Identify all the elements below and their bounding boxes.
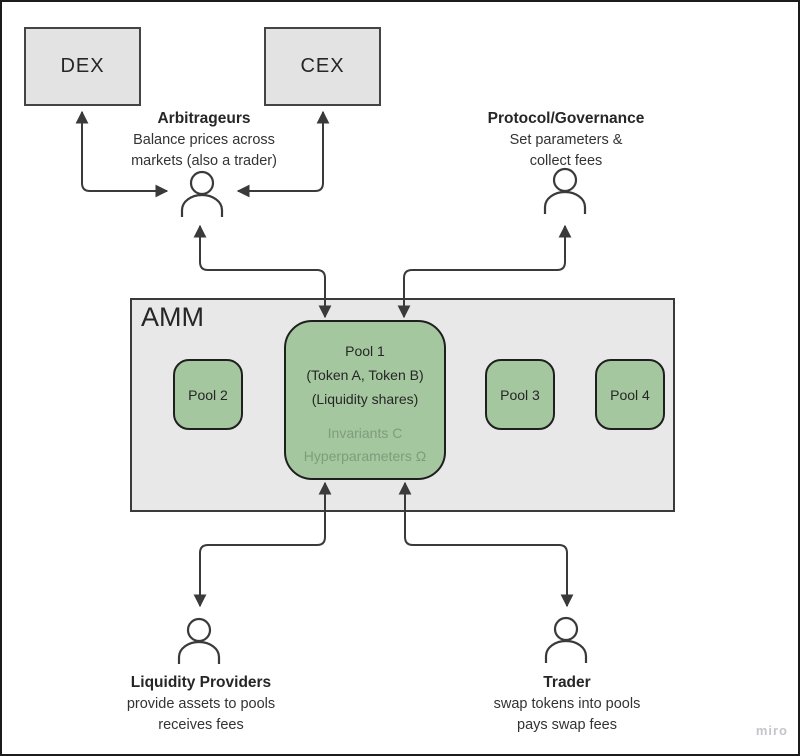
pool1-title: Pool 1 bbox=[345, 343, 385, 359]
trader-desc-line2: pays swap fees bbox=[517, 717, 617, 733]
pool1-tokens: (Token A, Token B) bbox=[306, 367, 424, 383]
pool2-box[interactable] bbox=[173, 359, 243, 430]
pool2-label: Pool 2 bbox=[188, 386, 228, 403]
pool1-box[interactable] bbox=[284, 320, 446, 480]
arbitrageurs-desc-line1: Balance prices across bbox=[133, 132, 275, 148]
liquidity-providers-desc-line1: provide assets to pools bbox=[126, 696, 276, 712]
arbitrageurs-label-block bbox=[101, 108, 307, 172]
liquidity-providers-desc-line2: receives fees bbox=[158, 717, 244, 733]
miro-watermark: miro bbox=[755, 723, 788, 738]
arbitrageurs-desc-line2: markets (also a trader) bbox=[131, 153, 277, 169]
governance-person-icon[interactable] bbox=[545, 169, 585, 214]
arbitrageurs-person-icon[interactable] bbox=[182, 172, 222, 217]
trader-person-icon[interactable] bbox=[546, 618, 586, 663]
cex-label: CEX bbox=[300, 55, 345, 77]
pool4-box[interactable] bbox=[595, 359, 665, 430]
pool3-box[interactable] bbox=[485, 359, 555, 430]
trader-title: Trader bbox=[543, 674, 591, 691]
pool1-shares: (Liquidity shares) bbox=[311, 391, 419, 407]
amm-label: AMM bbox=[141, 302, 204, 332]
liquidity-providers-person-icon[interactable] bbox=[179, 619, 219, 664]
liquidity-providers-title: Liquidity Providers bbox=[130, 674, 272, 691]
pool1-invariants: Invariants C bbox=[327, 425, 403, 441]
pool3-label: Pool 3 bbox=[500, 386, 540, 403]
governance-label-block bbox=[463, 108, 669, 172]
dex-box[interactable] bbox=[24, 27, 141, 106]
governance-title: Protocol/Governance bbox=[487, 110, 645, 127]
arbitrageurs-title: Arbitrageurs bbox=[157, 110, 251, 127]
liquidity-providers-label-block bbox=[98, 672, 304, 736]
dex-label: DEX bbox=[60, 55, 105, 77]
trader-label-block bbox=[464, 672, 670, 736]
pool4-label: Pool 4 bbox=[610, 386, 650, 403]
trader-desc-line1: swap tokens into pools bbox=[493, 696, 641, 712]
cex-box[interactable] bbox=[264, 27, 381, 106]
governance-desc-line1: Set parameters & bbox=[509, 132, 623, 148]
governance-desc-line2: collect fees bbox=[529, 153, 603, 169]
pool1-hyperparameters: Hyperparameters Ω bbox=[303, 448, 427, 464]
